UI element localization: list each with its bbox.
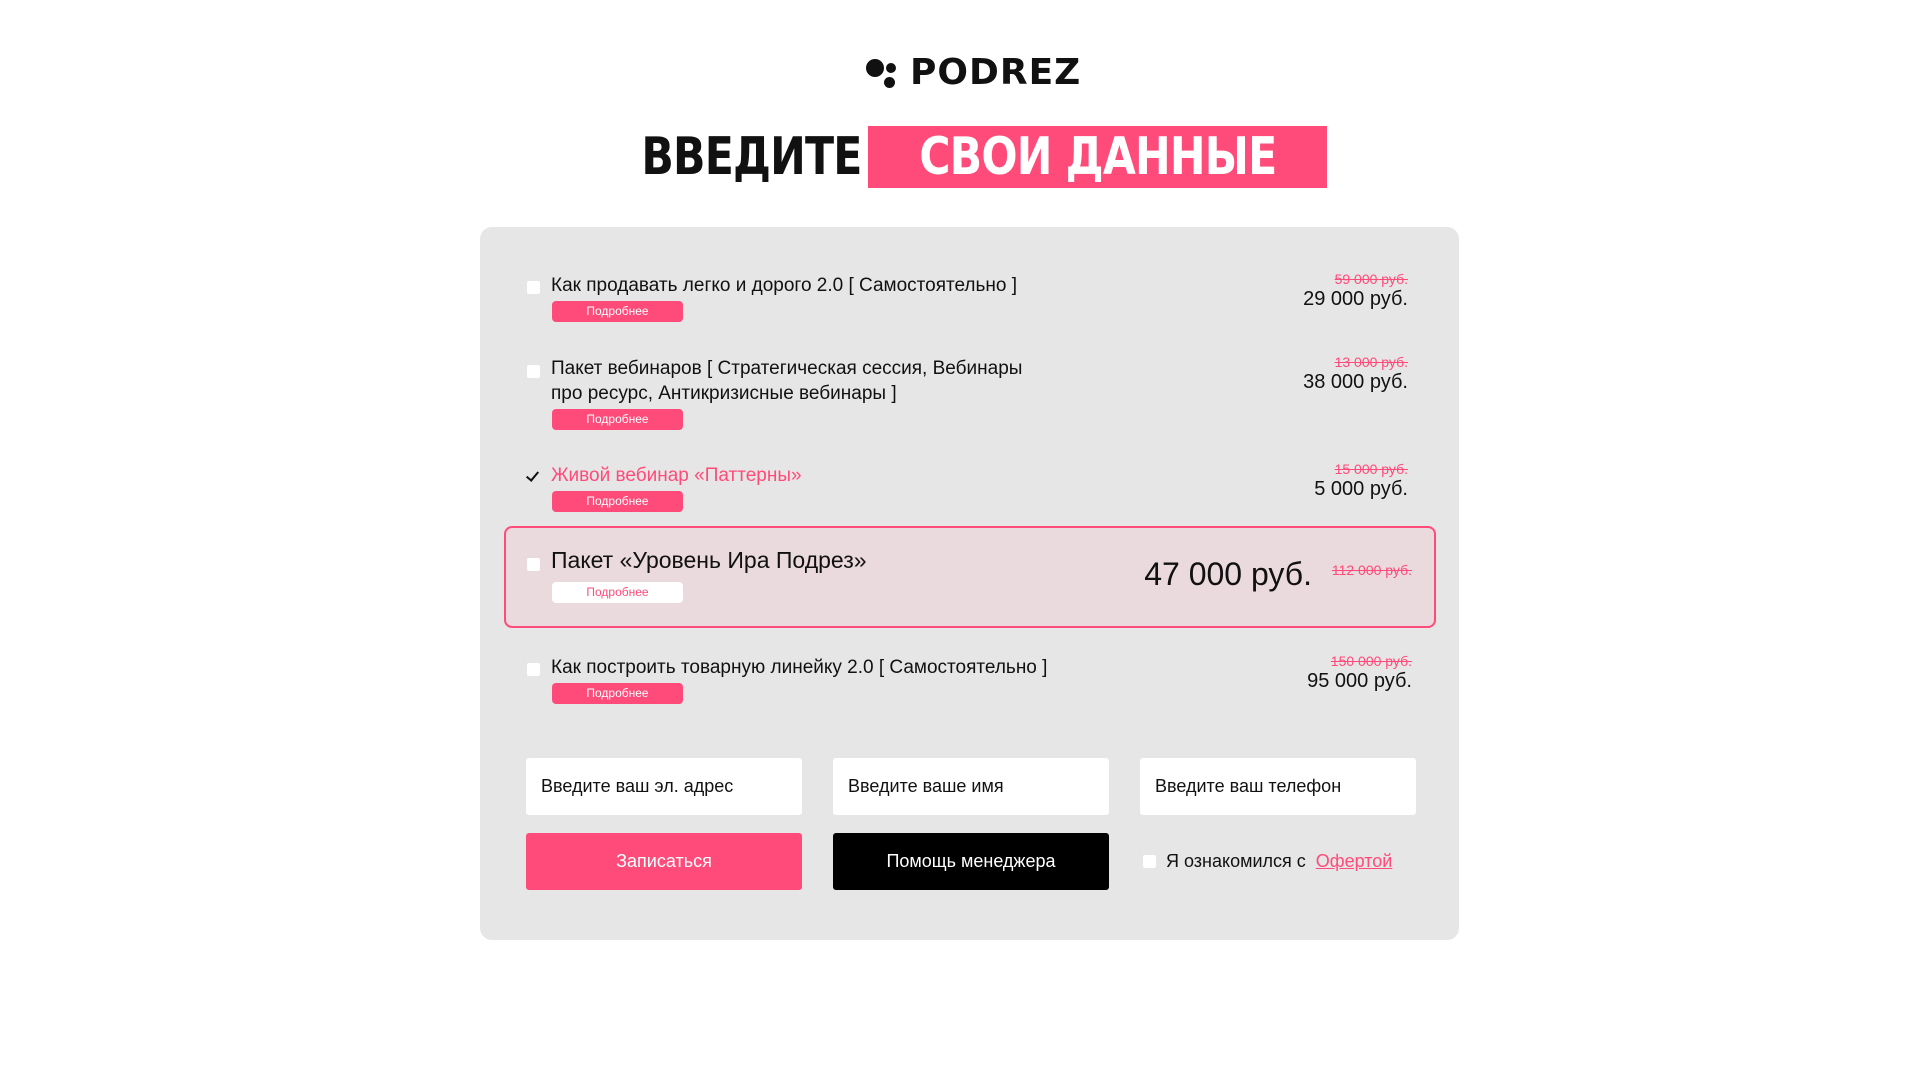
submit-button[interactable]: Записаться [526,833,802,890]
logo-dots-icon [866,55,900,89]
logo-text: PODREZ [910,51,1082,93]
logo[interactable] [866,52,1081,92]
offer-agreement [1143,849,1392,874]
phone-field[interactable] [1140,758,1416,815]
old-price: 15 000 руб. [1334,461,1408,477]
old-price: 59 000 руб. [1334,271,1408,287]
featured-product[interactable] [504,526,1436,628]
more-button[interactable]: Подробнее [552,409,683,430]
product-title: Пакет «Уровень Ира Подрез» [551,547,867,573]
product-checkbox[interactable] [527,365,540,378]
product-checkbox[interactable] [527,281,540,294]
manager-help-button[interactable]: Помощь менеджера [833,833,1109,890]
product-title: Живой вебинар «Паттерны» [551,465,802,486]
email-field[interactable] [526,758,802,815]
old-price: 112 000 руб. [1331,562,1412,578]
product-checkbox-checked[interactable] [527,469,540,482]
agree-text: Я ознакомился с [1166,851,1306,871]
price: 29 000 руб. [1303,288,1408,310]
product-checkbox[interactable] [527,663,540,676]
offer-link[interactable]: Офертой [1315,851,1393,871]
product-title: Как продавать легко и дорого 2.0 [ Самостоятельно ] [551,275,1018,296]
name-field[interactable] [833,758,1109,815]
product-title: Как построить товарную линейку 2.0 [ Самостоятельно ] [551,657,1048,678]
more-button[interactable]: Подробнее [552,582,683,603]
price: 47 000 руб. [1144,556,1312,592]
order-panel [480,227,1459,940]
page-title-part1: ВВЕДИТЕ [641,127,862,187]
price: 5 000 руб. [1314,478,1408,500]
old-price: 13 000 руб. [1334,354,1408,370]
agree-checkbox[interactable] [1143,855,1156,868]
price: 38 000 руб. [1303,371,1408,393]
page-title [0,126,1920,188]
old-price: 150 000 руб. [1330,653,1412,669]
more-button[interactable]: Подробнее [552,301,683,322]
more-button[interactable]: Подробнее [552,683,683,704]
price: 95 000 руб. [1307,670,1412,692]
page-title-highlight: СВОИ ДАННЫЕ [868,126,1328,188]
more-button[interactable]: Подробнее [552,491,683,512]
product-checkbox[interactable] [527,558,540,571]
product-title: Пакет вебинаров [ Стратегическая сессия, Вебинары про ресурс, Антикризисные вебинары ] [551,358,1023,404]
